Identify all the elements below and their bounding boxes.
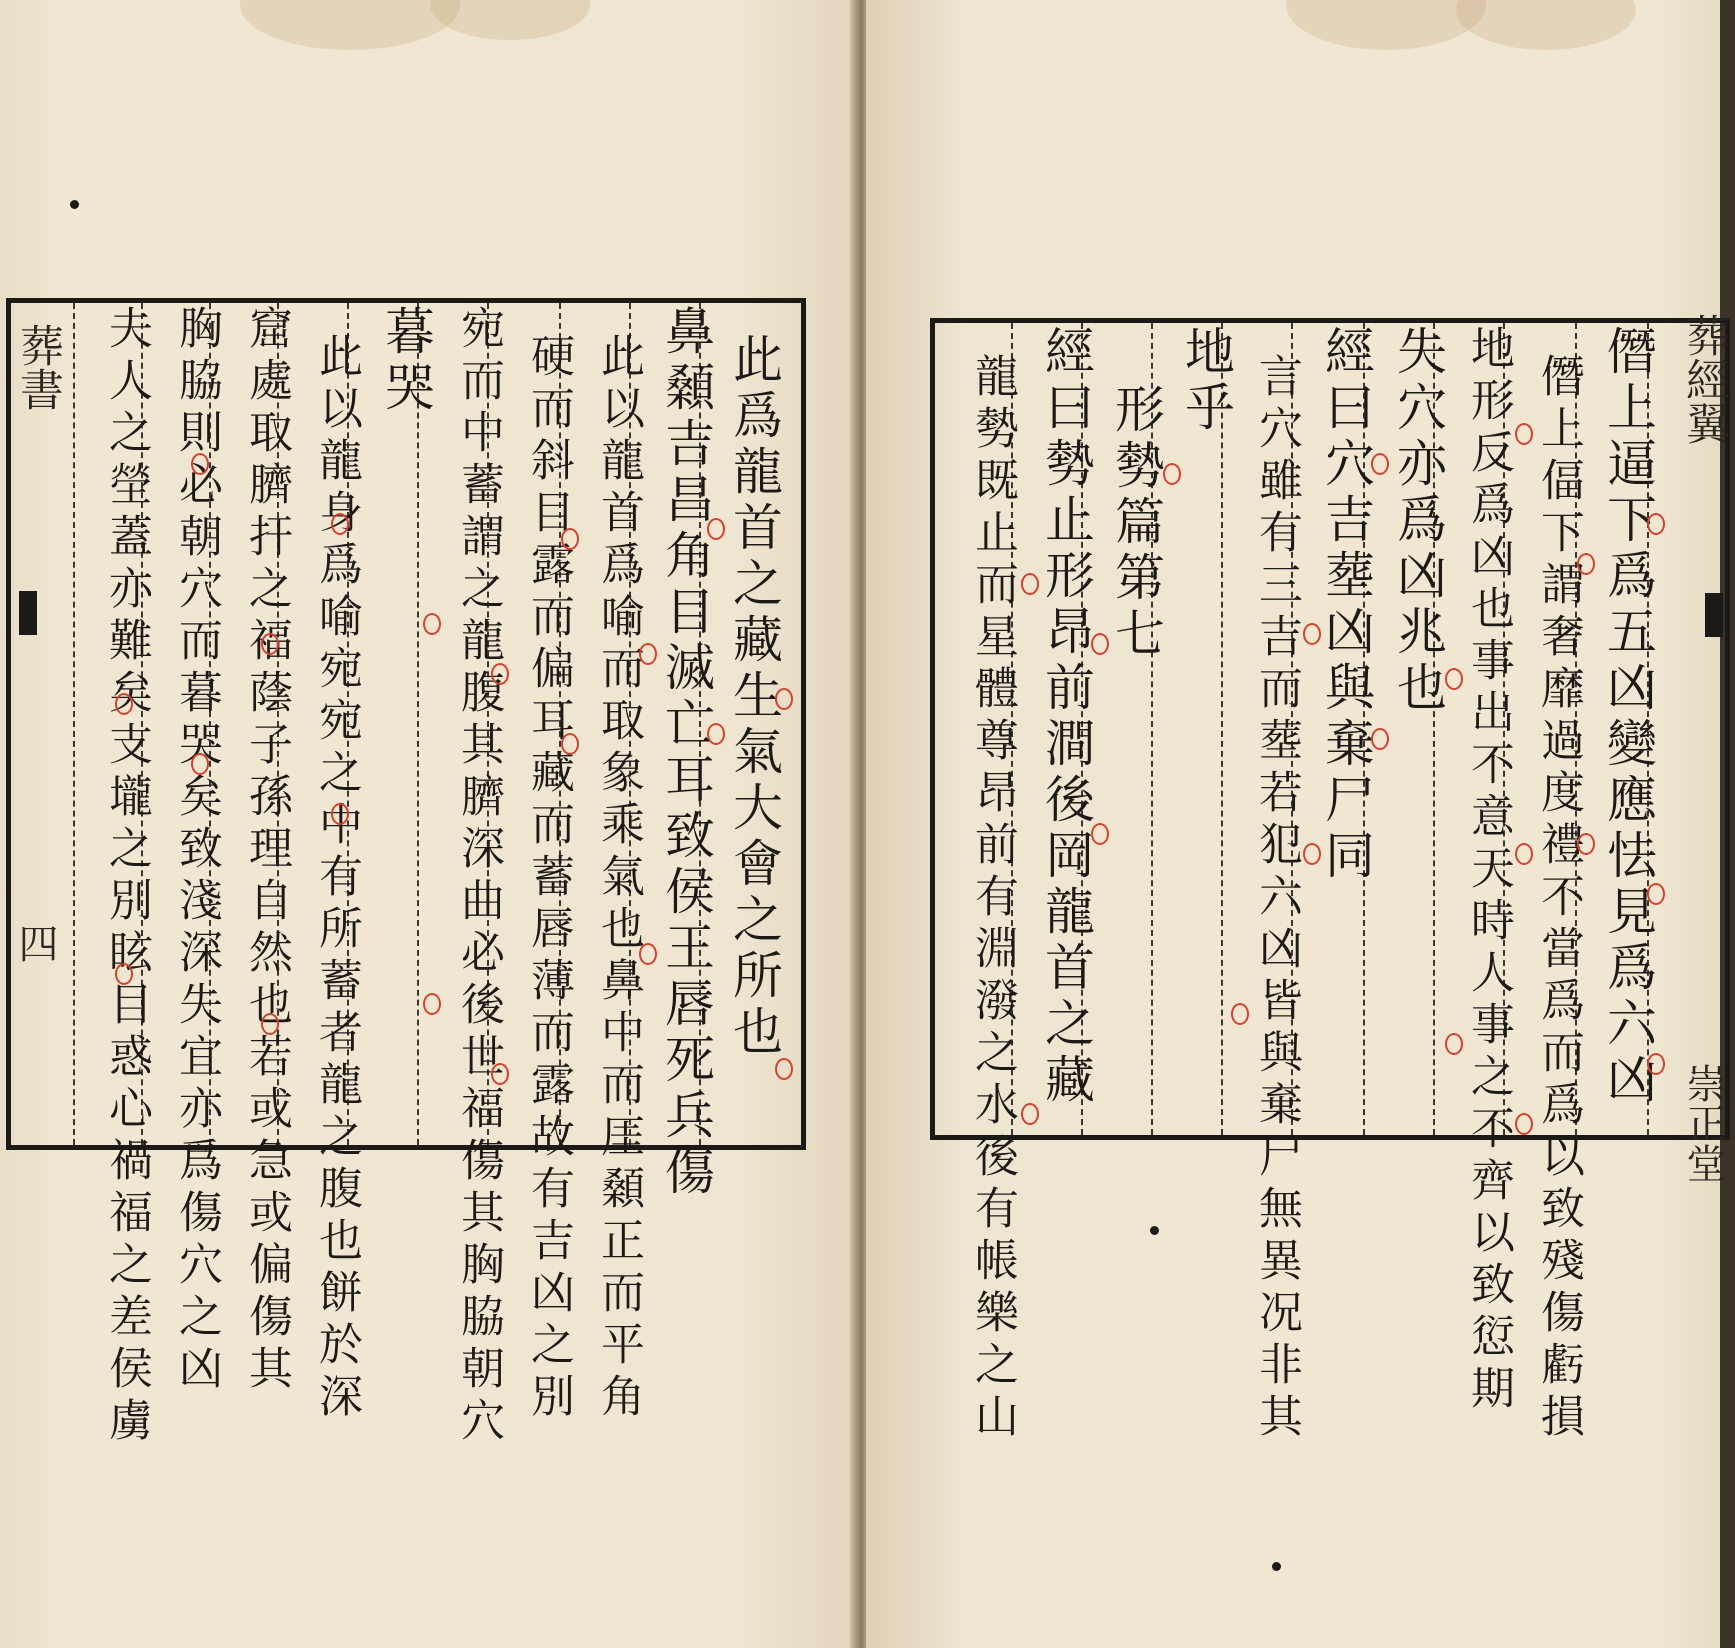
text-column-2: 僭上偪下謂奢靡過度禮不當爲而爲以致殘傷虧損 (1533, 353, 1584, 1445)
red-punctuation-mark (639, 643, 657, 665)
text-column-4: 失穴亦爲凶兆也 (1389, 325, 1447, 717)
red-punctuation-mark (491, 663, 509, 685)
red-punctuation-mark (707, 518, 725, 540)
text-column-2: 鼻顙吉昌角目滅亡耳致侯王唇死兵傷 (657, 305, 715, 1201)
red-punctuation-mark (639, 943, 657, 965)
ink-dot (70, 200, 79, 209)
margin-title: 葬經翼 (1678, 313, 1729, 445)
ink-dot (1272, 1562, 1281, 1571)
text-column-4: 硬而斜目露而偏耳藏而蓄唇薄而露故有吉凶之別 (523, 333, 574, 1425)
red-punctuation-mark (1577, 553, 1595, 575)
red-punctuation-mark (775, 1058, 793, 1080)
text-column-5: 宛而中蓄謂之龍腹其臍深曲必後世福傷其胸脇朝穴 (453, 305, 504, 1449)
margin-folio: 四 (12, 923, 58, 963)
red-punctuation-mark (1647, 513, 1665, 535)
water-stain (240, 0, 460, 50)
red-punctuation-mark (423, 613, 441, 635)
red-punctuation-mark (331, 803, 349, 825)
text-column-3: 此以龍首爲喻而取象乘氣也鼻中而厓顙正而平角 (593, 333, 644, 1425)
red-punctuation-mark (261, 633, 279, 655)
text-column-3: 地形反爲凶也事出不意天時人事之不齊以致愆期 (1463, 325, 1514, 1417)
red-punctuation-mark (1515, 843, 1533, 865)
ink-dot (1150, 1226, 1159, 1235)
red-punctuation-mark (1231, 1003, 1249, 1025)
text-column-9: 胸脇則必朝穴而暮哭矣致淺深失宜亦爲傷穴之凶 (171, 305, 222, 1397)
red-punctuation-mark (1091, 823, 1109, 845)
fish-tail-mark (19, 591, 37, 635)
red-punctuation-mark (1021, 573, 1039, 595)
left-page (0, 0, 858, 1648)
red-punctuation-mark (191, 753, 209, 775)
margin-title: 葬書 (12, 323, 63, 411)
water-stain (430, 0, 590, 40)
red-punctuation-mark (1445, 668, 1463, 690)
text-column-8: 形勢篇第七 (1107, 383, 1165, 663)
red-punctuation-mark (261, 1013, 279, 1035)
red-punctuation-mark (1303, 623, 1321, 645)
red-punctuation-mark (1647, 883, 1665, 905)
red-punctuation-mark (561, 733, 579, 755)
text-column-10: 夫人之塋蓋亦難矣支壠之別眩目惑心禍福之差侯虜 (101, 305, 152, 1449)
right-print-block (930, 313, 1730, 1445)
red-punctuation-mark (1445, 1033, 1463, 1055)
text-column-6: 言穴雖有三吉而塟若犯六凶皆與棄尸無異况非其 (1251, 353, 1302, 1445)
red-punctuation-mark (423, 993, 441, 1015)
red-punctuation-mark (1303, 843, 1321, 865)
text-column-8: 窟處取臍扞之福蔭子孫理自然也若或急或偏傷其 (241, 305, 292, 1397)
red-punctuation-mark (1515, 1113, 1533, 1135)
red-punctuation-mark (561, 528, 579, 550)
red-punctuation-mark (1021, 1103, 1039, 1125)
fish-tail-mark (1705, 593, 1723, 637)
red-punctuation-mark (115, 693, 133, 715)
right-page (866, 0, 1729, 1648)
text-column-1: 僭上逼下爲五凶變應怯見爲六凶 (1599, 325, 1657, 1109)
text-column-7: 地乎 (1177, 325, 1235, 437)
red-punctuation-mark (1371, 453, 1389, 475)
red-punctuation-mark (1091, 633, 1109, 655)
red-punctuation-mark (775, 688, 793, 710)
red-punctuation-mark (491, 1063, 509, 1085)
left-print-block (6, 298, 806, 1449)
water-stain (1456, 0, 1636, 50)
red-punctuation-mark (191, 453, 209, 475)
text-column-10: 龍勢既止而星體尊昂前有淵潑之水後有帳樂之山 (967, 353, 1018, 1445)
red-punctuation-mark (115, 963, 133, 985)
red-punctuation-mark (1163, 463, 1181, 485)
red-punctuation-mark (1577, 833, 1595, 855)
text-column-6: 暮哭 (377, 305, 435, 417)
margin-folio: 崇正堂 (1680, 1063, 1726, 1183)
red-punctuation-mark (1647, 1053, 1665, 1075)
text-column-1: 此爲龍首之藏生氣大會之所也 (725, 333, 783, 1061)
text-column-7: 此以龍身爲喻宛宛之中有所蓄者龍之腹也餅於深 (311, 333, 362, 1425)
text-column-5: 經曰穴吉塟凶與棄尸同 (1317, 325, 1375, 885)
red-punctuation-mark (331, 513, 349, 535)
red-punctuation-mark (1371, 728, 1389, 750)
red-punctuation-mark (707, 723, 725, 745)
text-column-9: 經曰勢止形昂前澗後岡龍首之藏 (1037, 325, 1095, 1109)
red-punctuation-mark (1515, 423, 1533, 445)
